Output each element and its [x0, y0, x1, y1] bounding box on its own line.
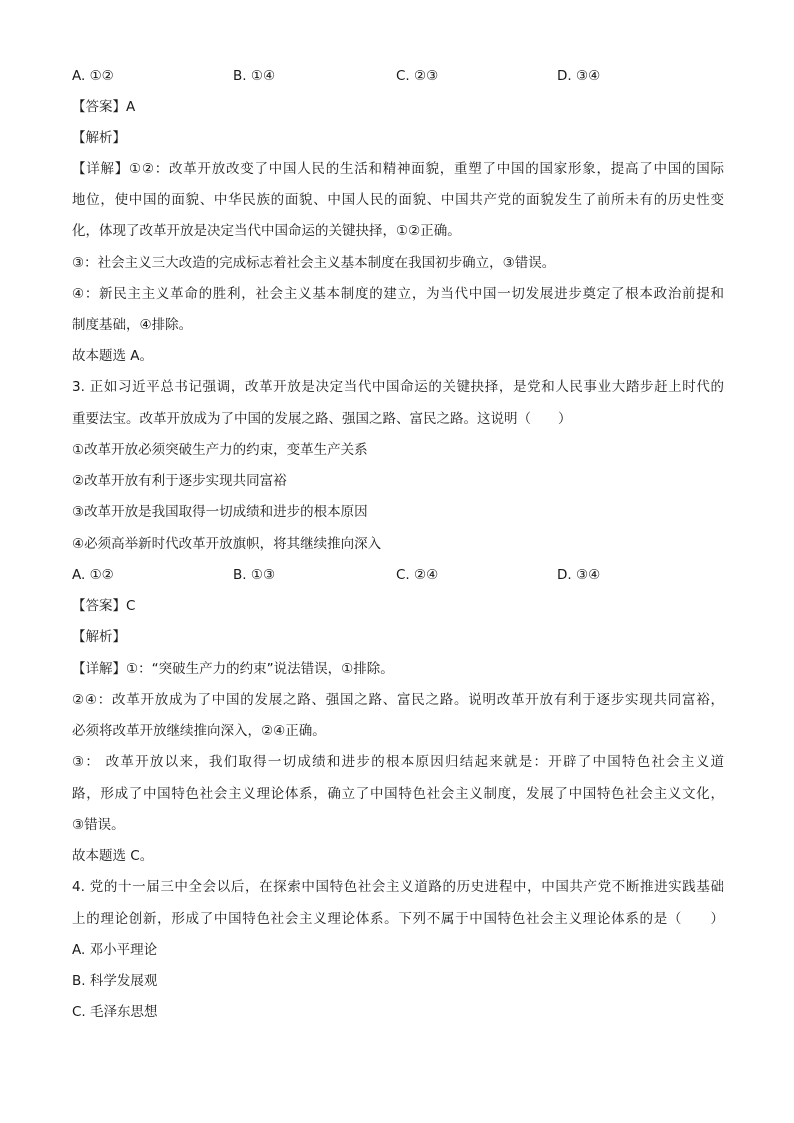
q3-option-a: A. ①②	[72, 567, 114, 583]
q3-detail-line: 必须将改革开放继续推向深入，②④正确。	[72, 723, 326, 739]
q2-detail-line: 制度基础，④排除。	[72, 317, 193, 333]
q3-answer: 【答案】C	[72, 598, 136, 614]
q2-option-d: D. ③④	[557, 68, 601, 84]
q3-detail-line: 【详解】①：“突破生产力的约束”说法错误，①排除。	[72, 661, 394, 677]
q3-statement: ①改革开放必须突破生产力的约束，变革生产关系	[72, 442, 368, 458]
q2-option-b: B. ①④	[233, 68, 276, 84]
q3-option-d: D. ③④	[557, 567, 601, 583]
q2-option-c: C. ②③	[396, 68, 439, 84]
q2-detail-line: 化，体现了改革开放是决定当代中国命运的关键抉择，①②正确。	[72, 223, 461, 239]
q4-option-a: A. 邓小平理论	[72, 942, 158, 958]
q3-stem-line: 重要法宝。改革开放成为了中国的发展之路、强国之路、富民之路。这说明（ ）	[72, 411, 572, 427]
q2-answer: 【答案】A	[72, 99, 136, 115]
q3-detail-line: ③： 改革开放以来，我们取得一切成绩和进步的根本原因归结起来就是：开辟了中国特色社会主义道	[72, 754, 724, 770]
q4-option-b: B. 科学发展观	[72, 973, 158, 989]
q3-option-c: C. ②④	[396, 567, 439, 583]
q3-detail-line: ②④：改革开放成为了中国的发展之路、强国之路、富民之路。说明改革开放有利于逐步实现共同富裕，	[72, 692, 724, 708]
q3-detail-line: ③错误。	[72, 817, 125, 833]
q4-stem-line: 4. 党的十一届三中全会以后，在探索中国特色社会主义道路的历史进程中，中国共产党不断推进实践基础	[72, 879, 724, 895]
q3-analysis-label: 【解析】	[72, 629, 126, 645]
q3-option-b: B. ①③	[233, 567, 276, 583]
q2-detail-line: ④：新民主主义革命的胜利，社会主义基本制度的建立，为当代中国一切发展进步奠定了根本政治前提和	[72, 286, 724, 302]
q3-stem-line: 3. 正如习近平总书记强调，改革开放是决定当代中国命运的关键抉择，是党和人民事业大踏步赶上时代的	[72, 379, 724, 395]
q3-statement: ④必须高举新时代改革开放旗帜，将其继续推向深入	[72, 536, 382, 552]
q3-statement: ③改革开放是我国取得一切成绩和进步的根本原因	[72, 504, 368, 520]
q4-stem-line: 上的理论创新，形成了中国特色社会主义理论体系。下列不属于中国特色社会主义理论体系的是（ ）	[72, 911, 724, 927]
q2-detail-line: 地位，使中国的面貌、中华民族的面貌、中国人民的面貌、中国共产党的面貌发生了前所未有的历史性变	[72, 192, 724, 208]
q2-detail-line: 【详解】①②：改革开放改变了中国人民的生活和精神面貌，重塑了中国的国家形象，提高了中国的国际	[72, 161, 724, 177]
q4-option-c: C. 毛泽东思想	[72, 1004, 158, 1020]
q3-detail-line: 路，形成了中国特色社会主义理论体系，确立了中国特色社会主义制度，发展了中国特色社会主义文化，	[72, 786, 724, 802]
q3-statement: ②改革开放有利于逐步实现共同富裕	[72, 473, 287, 489]
q2-analysis-label: 【解析】	[72, 130, 126, 146]
q2-option-a: A. ①②	[72, 68, 114, 84]
q2-detail-line: ③：社会主义三大改造的完成标志着社会主义基本制度在我国初步确立，③错误。	[72, 255, 556, 271]
q3-conclusion: 故本题选 C。	[72, 848, 154, 864]
q2-conclusion: 故本题选 A。	[72, 348, 154, 364]
